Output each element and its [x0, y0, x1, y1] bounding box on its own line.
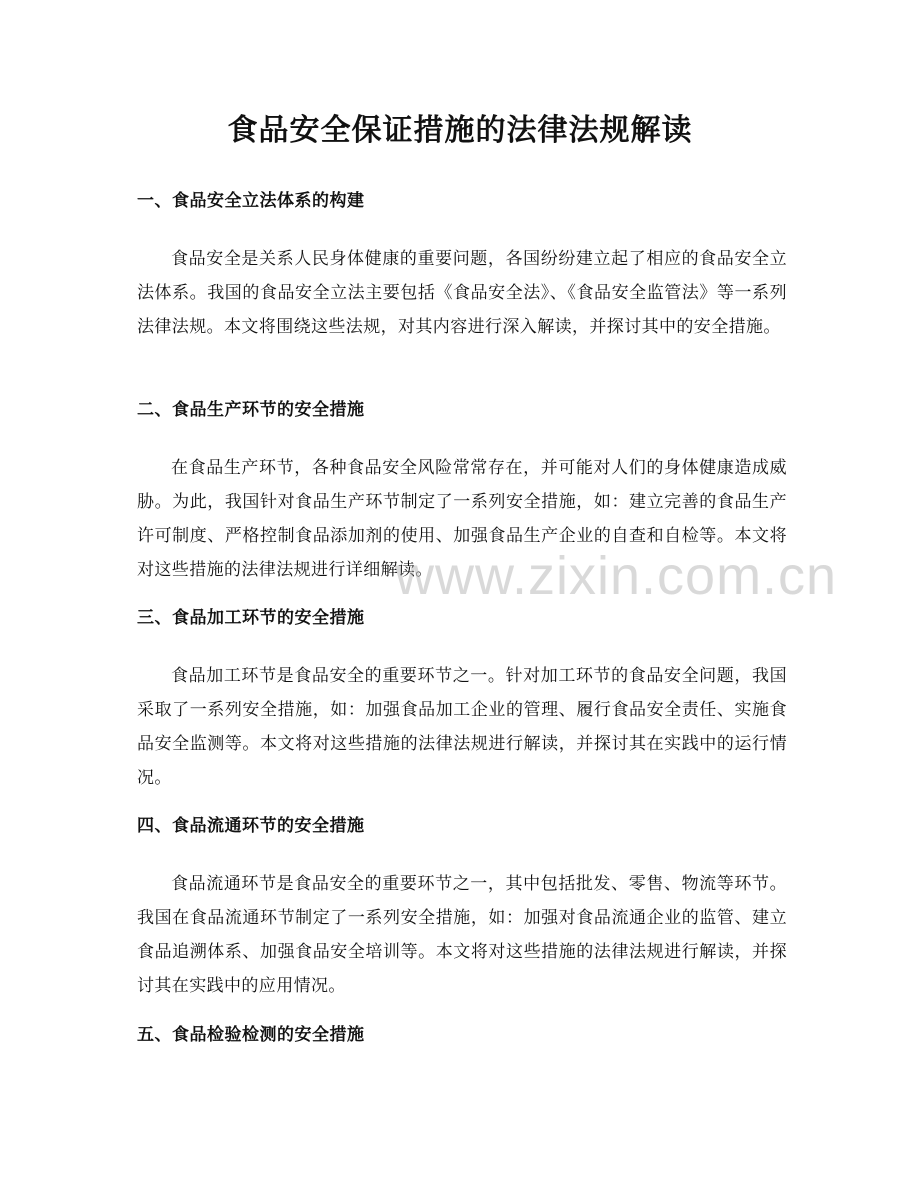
section-legislation-system [137, 188, 787, 344]
section-circulation [137, 813, 787, 1003]
section-heading: 五、食品检验检测的安全措施 [137, 1025, 365, 1045]
document-title: 食品安全保证措施的法律法规解读 [227, 113, 693, 148]
section-heading: 二、食品生产环节的安全措施 [137, 400, 365, 420]
section-heading: 四、食品流通环节的安全措施 [137, 816, 365, 836]
section-heading: 三、食品加工环节的安全措施 [137, 608, 365, 628]
section-processing [137, 605, 787, 795]
section-paragraph: 食品加工环节是食品安全的重要环节之一。针对加工环节的食品安全问题，我国采取了一系列安全措施，如：加强食品加工企业的管理、履行食品安全责任、实施食品安全监测等。本文将对这些措施的法律法规进行解读，并探讨其在实践中的运行情况。 [137, 666, 787, 788]
watermark: www.zixin.com.cn [395, 546, 838, 606]
section-paragraph: 在食品生产环节，各种食品安全风险常常存在，并可能对人们的身体健康造成威胁。为此，我国针对食品生产环节制定了一系列安全措施，如：建立完善的食品生产许可制度、严格控制食品添加剂的使用、加强食品生产企业的自查和自检等。本文将对这些措施的法律法规进行详细解读。 [137, 458, 787, 580]
section-production [137, 397, 787, 587]
section-paragraph: 食品流通环节是食品安全的重要环节之一，其中包括批发、零售、物流等环节。我国在食品流通环节制定了一系列安全措施，如：加强对食品流通企业的监管、建立食品追溯体系、加强食品安全培训等。本文将对这些措施的法律法规进行解读，并探讨其在实践中的应用情况。 [137, 874, 787, 996]
section-heading: 一、食品安全立法体系的构建 [137, 191, 365, 211]
section-inspection [137, 1022, 787, 1048]
section-paragraph: 食品安全是关系人民身体健康的重要问题，各国纷纷建立起了相应的食品安全立法体系。我国的食品安全立法主要包括《食品安全法》、《食品安全监管法》等一系列法律法规。本文将围绕这些法规，对其内容进行深入解读，并探讨其中的安全措施。 [137, 249, 787, 337]
